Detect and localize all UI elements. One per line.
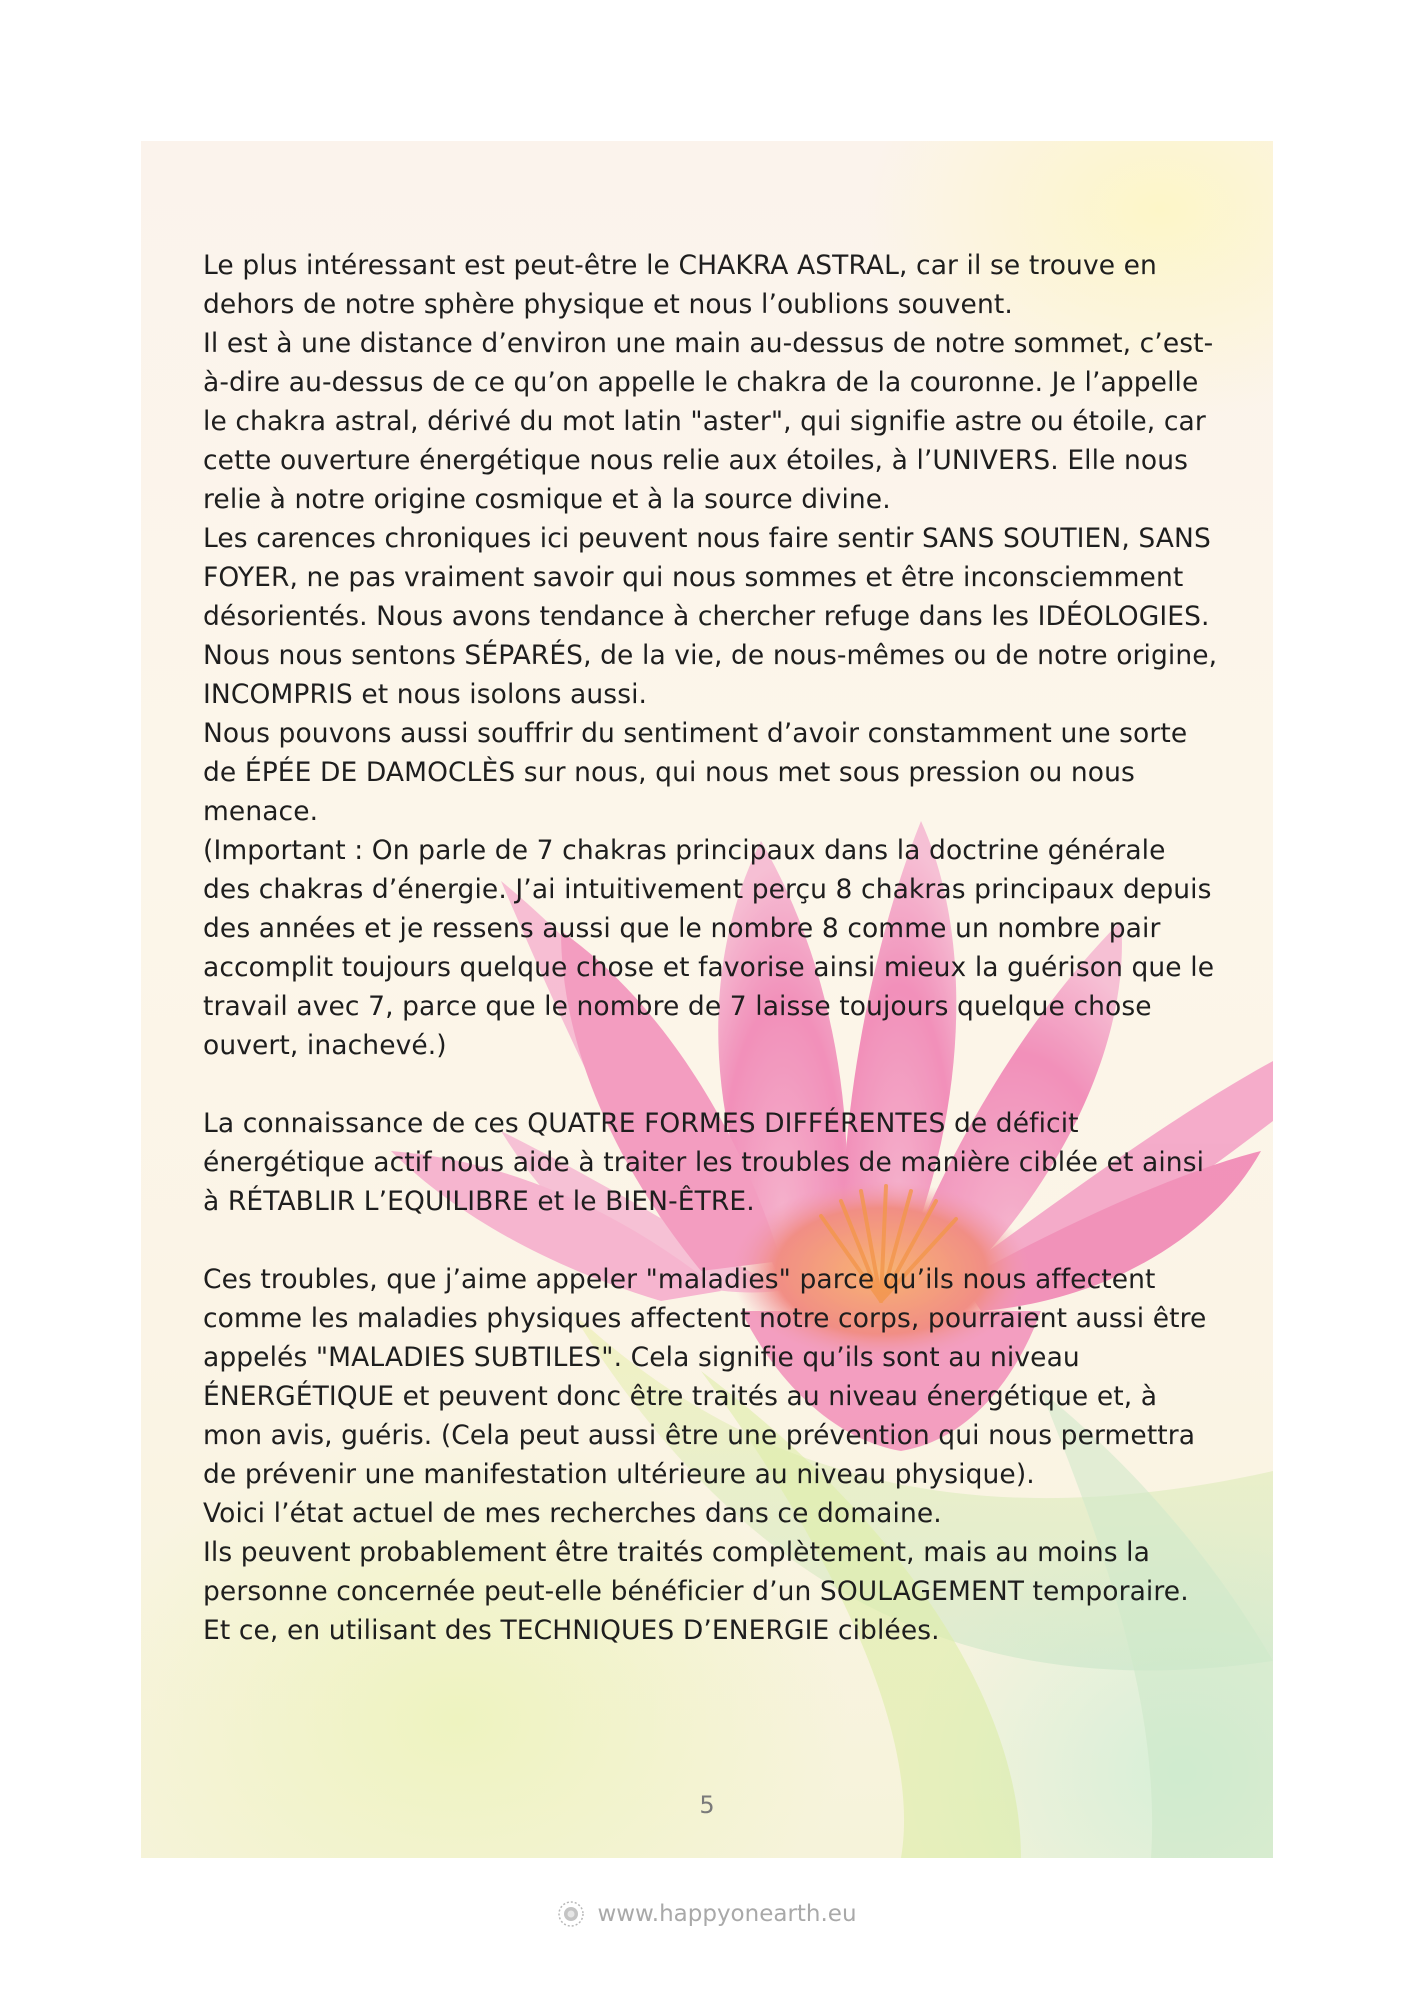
paragraph: La connaissance de ces QUATRE FORMES DIFFÉRENTES de déficit énergétique actif nous aide à traiter les troubles de manière ciblée et ainsi à RÉTABLIR L’EQUILIBRE et le BIEN-ÊTRE. [203, 1108, 1205, 1217]
paragraph-spacer [203, 1065, 1218, 1104]
paragraph: Nous pouvons aussi souffrir du sentiment d’avoir constamment une sorte de ÉPÉE DE DAMOCLÈS sur nous, qui nous met sous pression ou nous menace. [203, 718, 1188, 827]
globe-logo-icon [557, 1900, 585, 1928]
page-number: 5 [699, 1791, 715, 1819]
paragraph: Les carences chroniques ici peuvent nous faire sentir SANS SOUTIEN, SANS FOYER, ne pas vraiment savoir qui nous sommes et être inconsciemment désorientés. Nous avons tendance à chercher refuge dans les IDÉOLOGIES. Nous nous sentons SÉPARÉS, de la vie, de nous-mêmes ou de notre origine, INCOMPRIS et nous isolons aussi. [203, 523, 1218, 710]
paragraph: (Important : On parle de 7 chakras principaux dans la doctrine générale des chakras d’énergie. J’ai intuitivement perçu 8 chakras principaux depuis des années et je ressens aussi que le nombre 8 comme un nombre pair accomplit toujours quelque chose et favorise ainsi mieux la guérison que le travail avec 7, parce que le nombre de 7 laisse toujours quelque chose ouvert, inachevé.) [203, 835, 1215, 1061]
paragraph: Le plus intéressant est peut-être le CHAKRA ASTRAL, car il se trouve en dehors de notre sphère physique et nous l’oublions souvent. [203, 250, 1157, 320]
body-text [203, 246, 1218, 1650]
paragraph: Voici l’état actuel de mes recherches dans ce domaine. [203, 1498, 942, 1529]
footer [0, 1900, 1414, 1928]
footer-url[interactable]: www.happyonearth.eu [597, 1901, 857, 1927]
paragraph: Ces troubles, que j’aime appeler "maladies" parce qu’ils nous affectent comme les maladies physiques affectent notre corps, pourraient aussi être appelés "MALADIES SUBTILES". Cela signifie qu’ils sont au niveau ÉNERGÉTIQUE et peuvent donc être traités au niveau énergétique et, à mon avis, guéris. (Cela peut aussi être une prévention qui nous permettra de prévenir une manifestation ultérieure au niveau physique). [203, 1264, 1207, 1490]
page-panel [141, 141, 1273, 1858]
paragraph: Ils peuvent probablement être traités complètement, mais au moins la personne concernée peut-elle bénéficier d’un SOULAGEMENT temporaire. Et ce, en utilisant des TECHNIQUES D’ENERGIE ciblées. [203, 1537, 1189, 1646]
paragraph-spacer [203, 1221, 1218, 1260]
paragraph: Il est à une distance d’environ une main au-dessus de notre sommet, c’est-à-dire au-dessus de ce qu’on appelle le chakra de la couronne. Je l’appelle le chakra astral, dérivé du mot latin "aster", qui signifie astre ou étoile, car cette ouverture énergétique nous relie aux étoiles, à l’UNIVERS. Elle nous relie à notre origine cosmique et à la source divine. [203, 328, 1214, 515]
